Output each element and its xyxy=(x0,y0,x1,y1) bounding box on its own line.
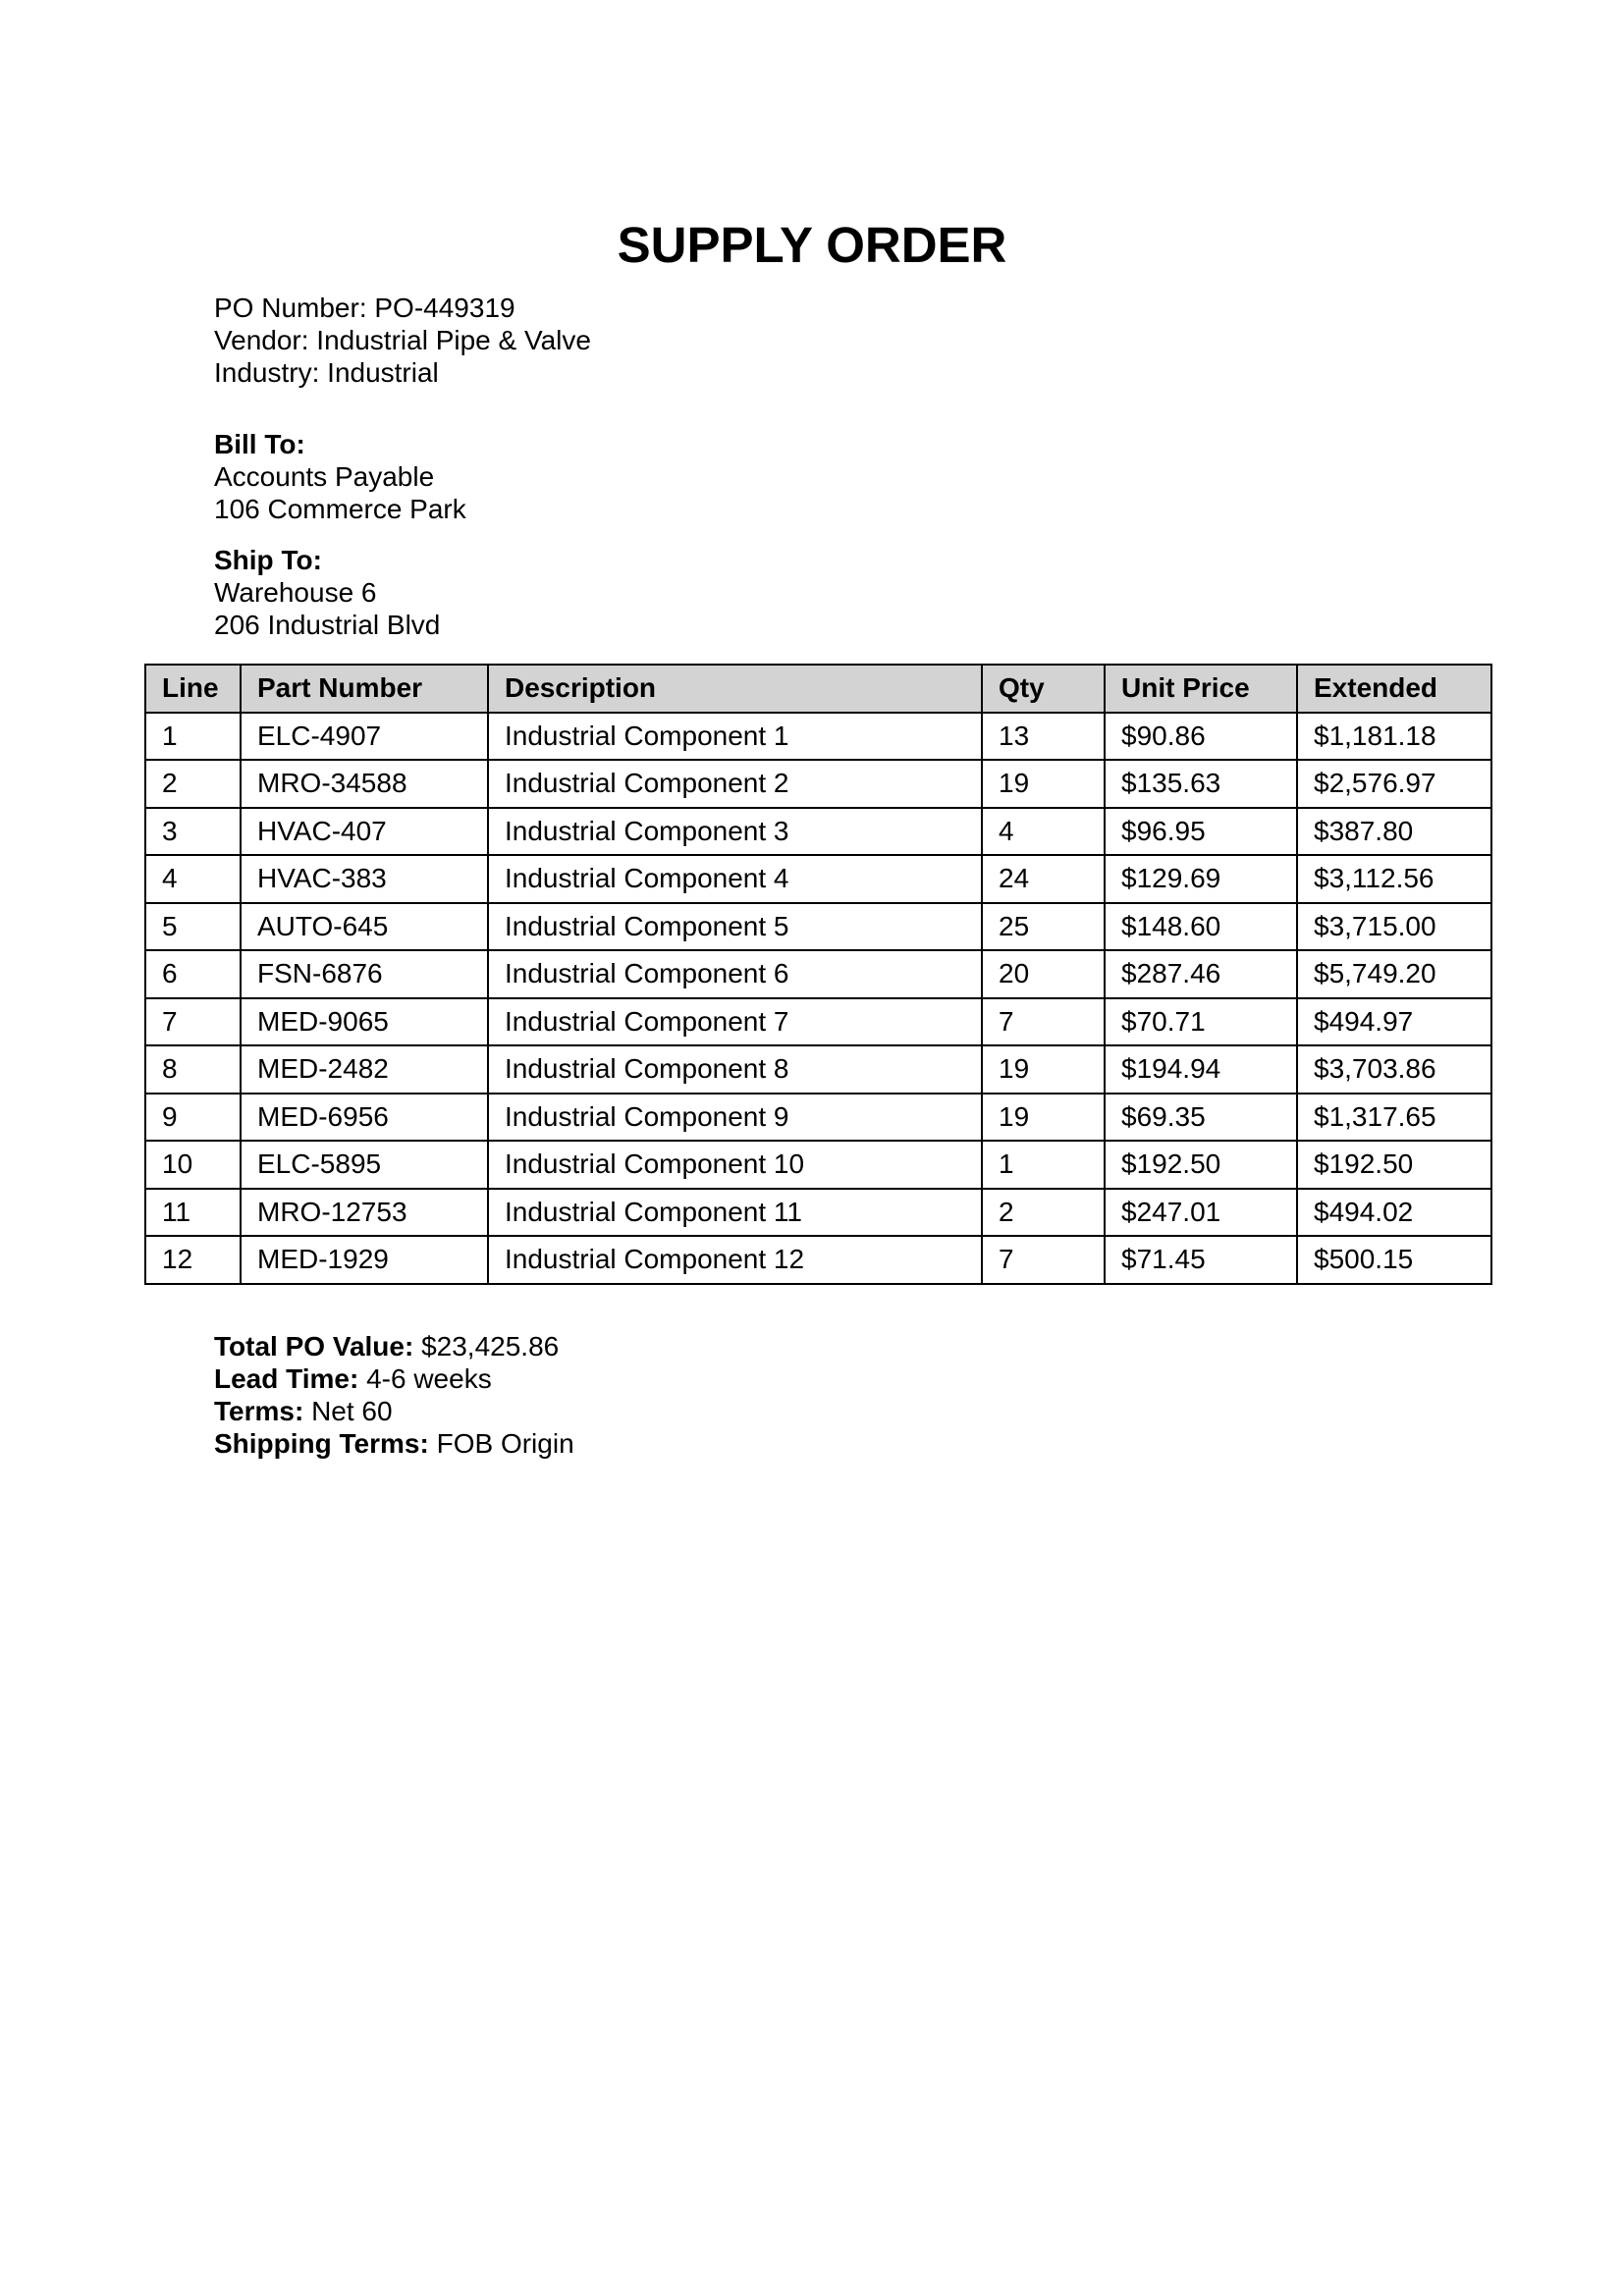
cell-extended: $1,317.65 xyxy=(1297,1094,1491,1142)
cell-unit-price: $96.95 xyxy=(1105,808,1297,856)
cell-description: Industrial Component 8 xyxy=(488,1045,982,1094)
cell-unit-price: $192.50 xyxy=(1105,1141,1297,1189)
cell-extended: $3,715.00 xyxy=(1297,903,1491,951)
cell-description: Industrial Component 7 xyxy=(488,998,982,1046)
cell-unit-price: $69.35 xyxy=(1105,1094,1297,1142)
col-header-qty: Qty xyxy=(982,665,1105,713)
cell-line: 3 xyxy=(145,808,241,856)
cell-line: 12 xyxy=(145,1236,241,1284)
cell-extended: $1,181.18 xyxy=(1297,713,1491,761)
cell-line: 9 xyxy=(145,1094,241,1142)
cell-line: 6 xyxy=(145,950,241,998)
cell-extended: $387.80 xyxy=(1297,808,1491,856)
cell-description: Industrial Component 9 xyxy=(488,1094,982,1142)
cell-extended: $3,703.86 xyxy=(1297,1045,1491,1094)
cell-line: 10 xyxy=(145,1141,241,1189)
lead-time-label: Lead Time: xyxy=(214,1363,359,1394)
col-header-extended: Extended xyxy=(1297,665,1491,713)
cell-description: Industrial Component 1 xyxy=(488,713,982,761)
industry: Industry: Industrial xyxy=(214,357,439,388)
ship-to-label: Ship To: xyxy=(214,545,322,575)
cell-extended: $3,112.56 xyxy=(1297,855,1491,903)
cell-line: 5 xyxy=(145,903,241,951)
order-summary xyxy=(214,1330,574,1460)
cell-line: 7 xyxy=(145,998,241,1046)
table-row xyxy=(145,1236,1491,1284)
bill-to-block xyxy=(214,428,466,525)
cell-unit-price: $135.63 xyxy=(1105,760,1297,808)
cell-part-number: MRO-34588 xyxy=(241,760,488,808)
total-po-value xyxy=(214,1330,574,1362)
cell-line: 1 xyxy=(145,713,241,761)
line-items-table xyxy=(144,664,1492,1285)
table-row xyxy=(145,998,1491,1046)
cell-extended: $500.15 xyxy=(1297,1236,1491,1284)
payment-terms xyxy=(214,1395,574,1427)
cell-part-number: ELC-4907 xyxy=(241,713,488,761)
cell-description: Industrial Component 10 xyxy=(488,1141,982,1189)
col-header-line: Line xyxy=(145,665,241,713)
cell-extended: $494.97 xyxy=(1297,998,1491,1046)
shipping-terms-value: FOB Origin xyxy=(428,1428,574,1459)
cell-unit-price: $194.94 xyxy=(1105,1045,1297,1094)
col-header-description: Description xyxy=(488,665,982,713)
cell-part-number: MED-9065 xyxy=(241,998,488,1046)
table-row xyxy=(145,950,1491,998)
cell-part-number: MED-1929 xyxy=(241,1236,488,1284)
po-header-info xyxy=(214,292,591,389)
bill-to-line1: Accounts Payable xyxy=(214,461,435,492)
bill-to-label: Bill To: xyxy=(214,429,305,459)
cell-description: Industrial Component 6 xyxy=(488,950,982,998)
cell-part-number: HVAC-407 xyxy=(241,808,488,856)
total-po-value-label: Total PO Value: xyxy=(214,1331,414,1362)
cell-qty: 4 xyxy=(982,808,1105,856)
cell-unit-price: $71.45 xyxy=(1105,1236,1297,1284)
table-row xyxy=(145,713,1491,761)
cell-unit-price: $70.71 xyxy=(1105,998,1297,1046)
cell-description: Industrial Component 12 xyxy=(488,1236,982,1284)
cell-line: 8 xyxy=(145,1045,241,1094)
cell-unit-price: $90.86 xyxy=(1105,713,1297,761)
col-header-unit-price: Unit Price xyxy=(1105,665,1297,713)
cell-qty: 25 xyxy=(982,903,1105,951)
ship-to-block xyxy=(214,544,440,641)
cell-description: Industrial Component 4 xyxy=(488,855,982,903)
cell-extended: $494.02 xyxy=(1297,1189,1491,1237)
cell-unit-price: $247.01 xyxy=(1105,1189,1297,1237)
cell-qty: 19 xyxy=(982,1094,1105,1142)
cell-part-number: MED-2482 xyxy=(241,1045,488,1094)
table-row xyxy=(145,903,1491,951)
cell-extended: $192.50 xyxy=(1297,1141,1491,1189)
document-title: SUPPLY ORDER xyxy=(617,217,1007,273)
cell-description: Industrial Component 2 xyxy=(488,760,982,808)
cell-part-number: MED-6956 xyxy=(241,1094,488,1142)
table-row xyxy=(145,1189,1491,1237)
cell-line: 11 xyxy=(145,1189,241,1237)
cell-qty: 7 xyxy=(982,998,1105,1046)
ship-to-line1: Warehouse 6 xyxy=(214,577,377,608)
shipping-terms-label: Shipping Terms: xyxy=(214,1428,429,1459)
payment-terms-label: Terms: xyxy=(214,1396,304,1426)
cell-line: 4 xyxy=(145,855,241,903)
cell-part-number: AUTO-645 xyxy=(241,903,488,951)
cell-qty: 7 xyxy=(982,1236,1105,1284)
cell-line: 2 xyxy=(145,760,241,808)
po-number: PO Number: PO-449319 xyxy=(214,293,515,323)
cell-qty: 19 xyxy=(982,760,1105,808)
cell-unit-price: $129.69 xyxy=(1105,855,1297,903)
cell-description: Industrial Component 11 xyxy=(488,1189,982,1237)
table-row xyxy=(145,808,1491,856)
table-row xyxy=(145,760,1491,808)
cell-extended: $5,749.20 xyxy=(1297,950,1491,998)
cell-extended: $2,576.97 xyxy=(1297,760,1491,808)
bill-to-line2: 106 Commerce Park xyxy=(214,494,466,524)
cell-unit-price: $287.46 xyxy=(1105,950,1297,998)
payment-terms-value: Net 60 xyxy=(303,1396,393,1426)
vendor: Vendor: Industrial Pipe & Valve xyxy=(214,325,591,355)
cell-part-number: ELC-5895 xyxy=(241,1141,488,1189)
col-header-part-number: Part Number xyxy=(241,665,488,713)
table-row xyxy=(145,1094,1491,1142)
cell-description: Industrial Component 3 xyxy=(488,808,982,856)
cell-description: Industrial Component 5 xyxy=(488,903,982,951)
table-row xyxy=(145,1045,1491,1094)
cell-qty: 24 xyxy=(982,855,1105,903)
cell-part-number: MRO-12753 xyxy=(241,1189,488,1237)
cell-qty: 2 xyxy=(982,1189,1105,1237)
cell-qty: 1 xyxy=(982,1141,1105,1189)
lead-time xyxy=(214,1362,574,1395)
cell-qty: 19 xyxy=(982,1045,1105,1094)
cell-part-number: HVAC-383 xyxy=(241,855,488,903)
ship-to-line2: 206 Industrial Blvd xyxy=(214,610,441,640)
cell-unit-price: $148.60 xyxy=(1105,903,1297,951)
table-header-row xyxy=(145,665,1491,713)
cell-qty: 20 xyxy=(982,950,1105,998)
lead-time-value: 4-6 weeks xyxy=(358,1363,492,1394)
table-row xyxy=(145,855,1491,903)
shipping-terms xyxy=(214,1427,574,1460)
table-row xyxy=(145,1141,1491,1189)
cell-qty: 13 xyxy=(982,713,1105,761)
cell-part-number: FSN-6876 xyxy=(241,950,488,998)
total-po-value-amount: $23,425.86 xyxy=(413,1331,560,1362)
